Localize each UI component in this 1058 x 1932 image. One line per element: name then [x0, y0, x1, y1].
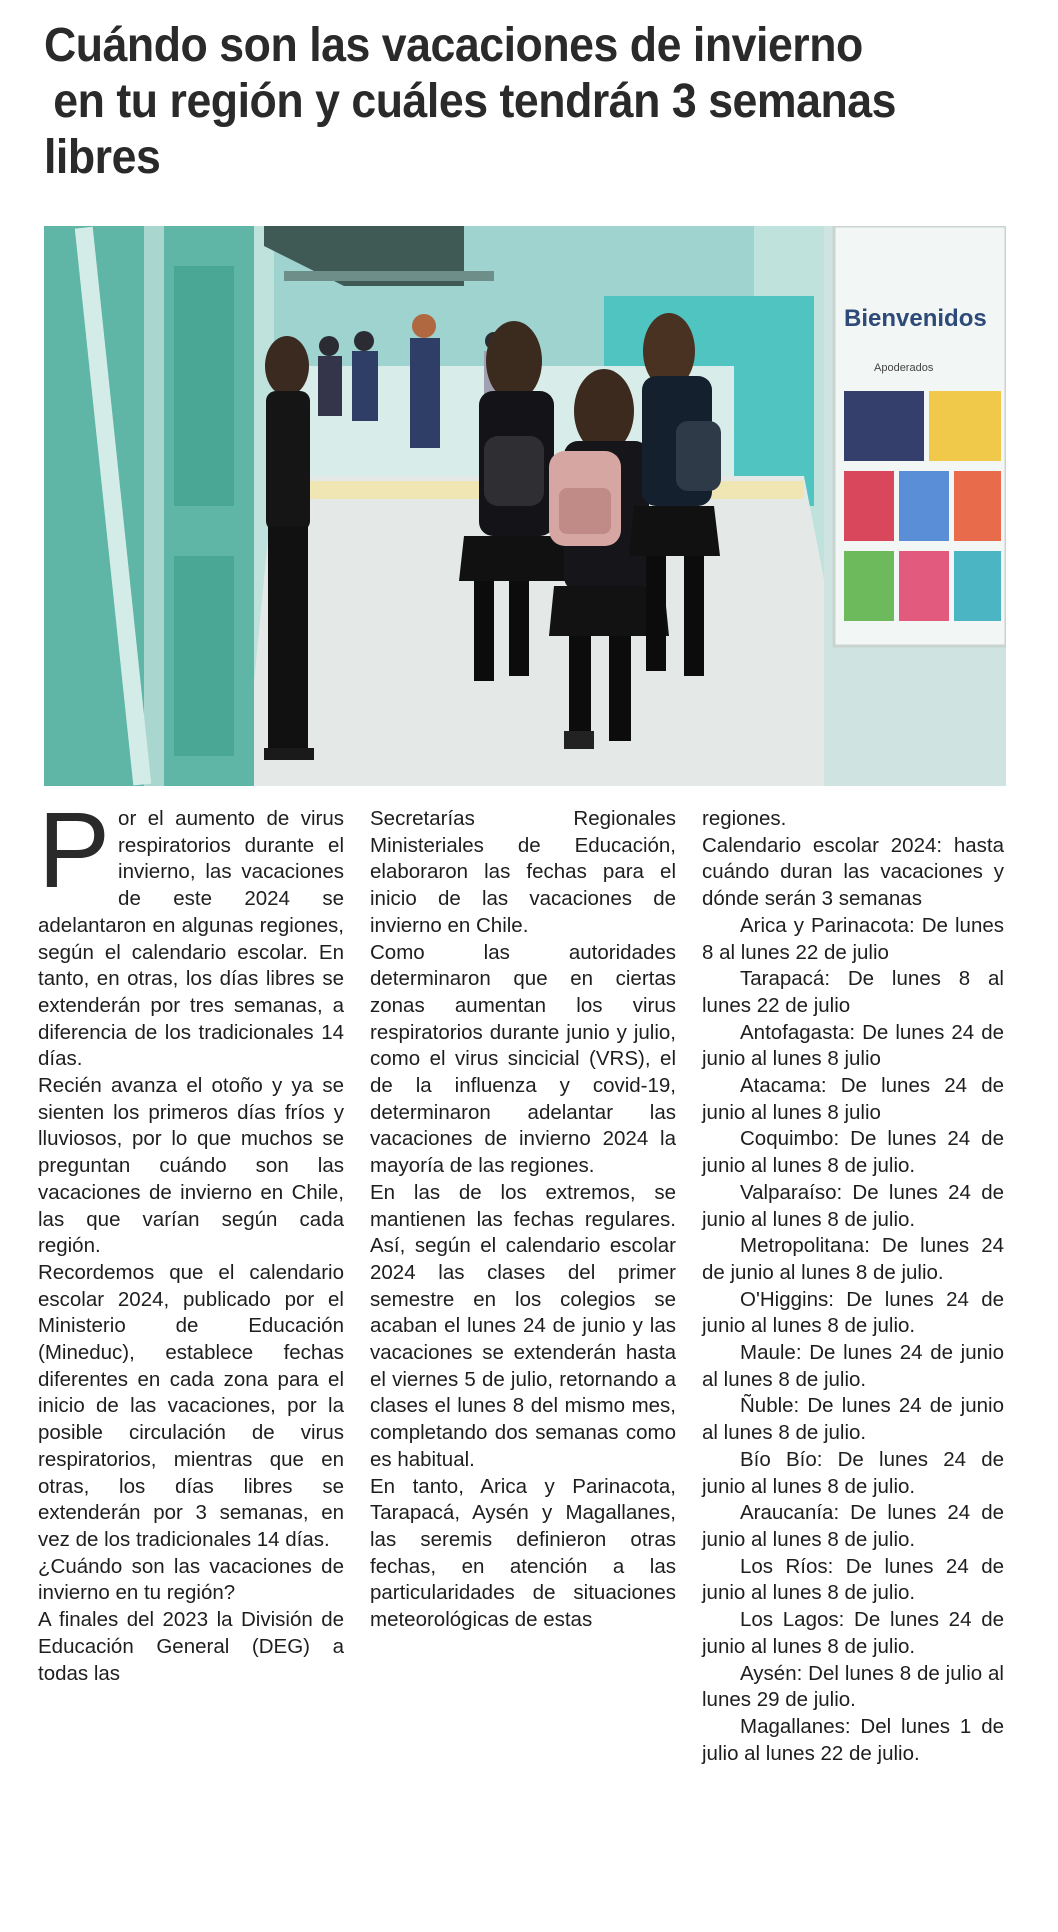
schedule-entry-maule: Maule: De lunes 24 de junio al lunes 8 de julio. [702, 1341, 1004, 1391]
school-hallway-photo [44, 226, 1006, 786]
subheading-question: ¿Cuándo son las vacaciones de invierno en tu región? [38, 1554, 344, 1605]
article-column-1 [38, 789, 344, 1687]
schedule-entry-los-rios: Los Ríos: De lunes 24 de junio al lunes 8 de julio. [702, 1554, 1004, 1605]
paragraph: Como las autoridades determinaron que en ciertas zonas aumentan los virus respiratorios durante junio y julio, como el virus sincicial (VRS), el de la influenza y covid-19, determinaron adelantar las vacaciones de invierno 2024 la mayoría de las regiones. [370, 940, 676, 1178]
article-column-3 [702, 806, 1004, 1767]
schedule-entry-metropolitana: Metropolitana: De lunes 24 de junio al lunes 8 de julio. [702, 1234, 1004, 1284]
region-schedule-list [702, 913, 1004, 1768]
schedule-entry-antofagasta: Antofagasta: De lunes 24 de junio al lunes 8 julio [702, 1020, 1004, 1071]
schedule-entry-ohiggins: O'Higgins: De lunes 24 de junio al lunes 8 de julio. [702, 1287, 1004, 1338]
schedule-entry-araucania: Araucanía: De lunes 24 de junio al lunes 8 de julio. [702, 1501, 1004, 1551]
schedule-entry-nuble: Ñuble: De lunes 24 de junio al lunes 8 de julio. [702, 1394, 1004, 1445]
sign-title: Bienvenidos [844, 305, 987, 332]
paragraph: En tanto, Arica y Parinacota, Tarapacá, Aysén y Magallanes, las seremis definieron otras fechas, en atención a las particularidades de situaciones meteorológicas de estas [370, 1474, 676, 1632]
paragraph-intro [38, 789, 344, 1073]
schedule-entry-atacama: Atacama: De lunes 24 de junio al lunes 8 julio [702, 1074, 1004, 1124]
paragraph: A finales del 2023 la División de Educación General (DEG) a todas las [38, 1608, 344, 1685]
paragraph: Secretarías Regionales Ministeriales de Educación, elaboraron las fechas para el inicio de las vacaciones de invierno en Chile. [370, 807, 676, 937]
article-headline [44, 18, 955, 186]
dropcap: P [38, 789, 111, 910]
paragraph: regiones. [702, 807, 787, 830]
headline-line-2: en tu región y cuáles tendrán 3 semanas [53, 75, 897, 128]
schedule-entry-magallanes: Magallanes: Del lunes 1 de julio al lunes 22 de julio. [702, 1714, 1004, 1765]
schedule-entry-biobio: Bío Bío: De lunes 24 de junio al lunes 8 de julio. [702, 1447, 1004, 1498]
paragraph: Recordemos que el calendario escolar 2024, publicado por el Ministerio de Educación (Mineduc), establece fechas diferentes en cada zona para el inicio de las vacaciones, por la posible circulación de virus respiratorios, mientras que en otras, los días libres se extenderán por 3 semanas, en vez de los tradicionales 14 días. [38, 1260, 344, 1551]
schedule-entry-coquimbo: Coquimbo: De lunes 24 de junio al lunes 8 de julio. [702, 1127, 1004, 1178]
article-photo [44, 226, 1006, 786]
paragraph: En las de los extremos, se mantienen las fechas regulares. Así, según el calendario escolar 2024 las clases del primer semestre en los colegios se acaban el lunes 24 de junio y las vacaciones se extenderán hasta el viernes 5 de julio, retornando a clases el lunes 8 del mismo mes, completando dos semanas como es habitual. [370, 1180, 676, 1471]
sign-subtitle: Apoderados [874, 362, 934, 374]
paragraph-intro-text: or el aumento de virus respiratorios durante el invierno, las vacaciones de este 2024 se adelantaron en algunas regiones, según el calendario escolar. En tanto, en otras, los días libres se extenderán por tres semanas, a diferencia de los tradicionales 14 días. [38, 807, 344, 1071]
schedule-entry-los-lagos: Los Lagos: De lunes 24 de junio al lunes 8 de julio. [702, 1608, 1004, 1658]
schedule-heading: Calendario escolar 2024: hasta cuándo duran las vacaciones y dónde serán 3 semanas [702, 833, 1004, 911]
headline-line-3: libres [44, 131, 161, 184]
schedule-entry-aysen: Aysén: Del lunes 8 de julio al lunes 29 de julio. [702, 1661, 1004, 1712]
schedule-entry-tarapaca: Tarapacá: De lunes 8 al lunes 22 de julio [702, 967, 1004, 1017]
schedule-entry-valparaiso: Valparaíso: De lunes 24 de junio al lunes 8 de julio. [702, 1180, 1004, 1231]
schedule-entry-arica: Arica y Parinacota: De lunes 8 al lunes 22 de julio [702, 913, 1004, 964]
headline-line-1: Cuándo son las vacaciones de invierno [44, 19, 863, 72]
paragraph: Recién avanza el otoño y ya se sienten los primeros días fríos y lluviosos, por lo que muchos se preguntan cuándo son las vacaciones de invierno en Chile, las que varían según cada región. [38, 1074, 344, 1258]
article-column-2 [370, 806, 676, 1634]
